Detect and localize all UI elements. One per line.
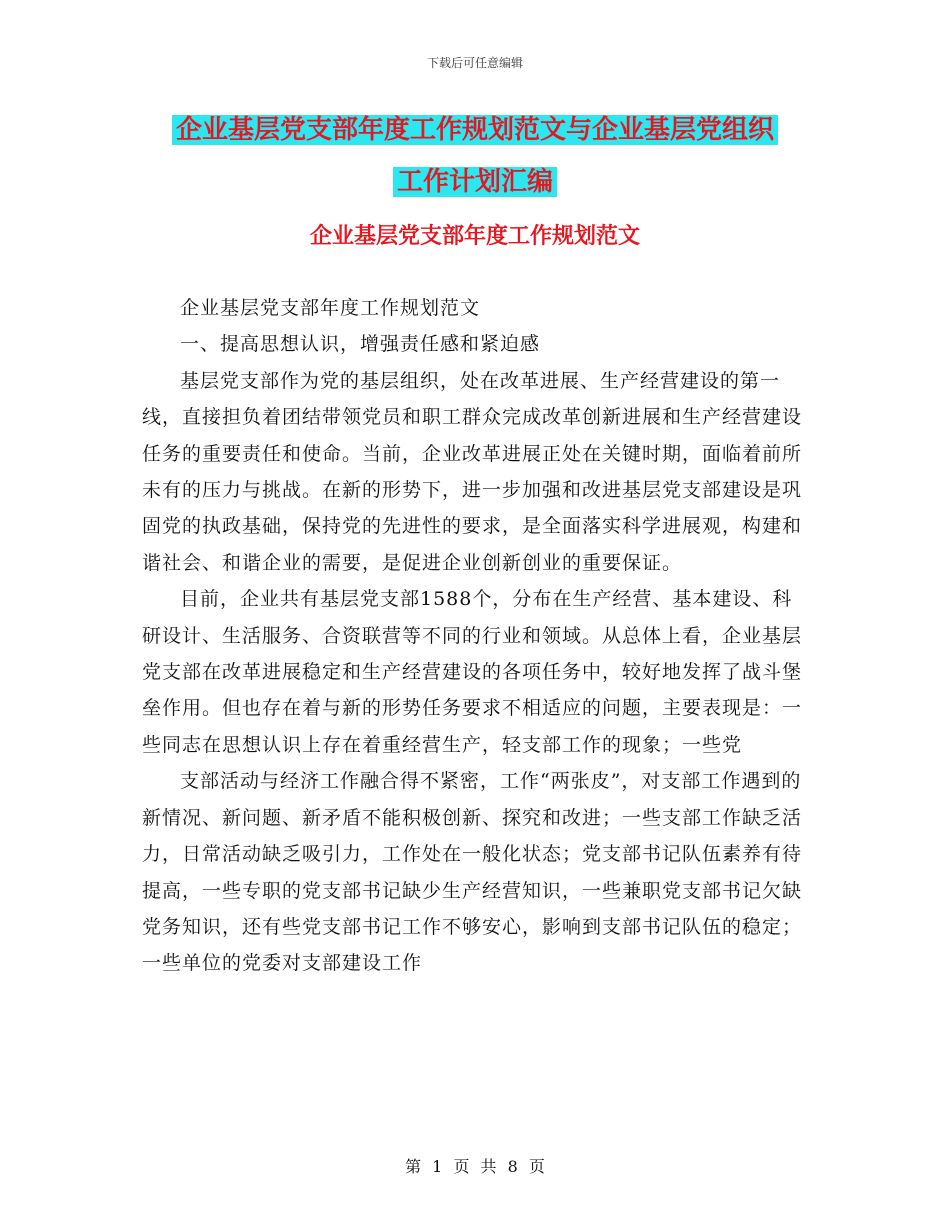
paragraph-heading: 一、提高思想认识，增强责任感和紧迫感 bbox=[180, 333, 541, 356]
section-title: 企业基层党支部年度工作规划范文 bbox=[309, 223, 640, 249]
paragraph: 目前，企业共有基层党支部1588个，分布在生产经营、基本建设、科研设计、生活服务、合资联营等不同的行业和领域。从总体上看，企业基层党支部在改革进展稳定和生产经营建设的各项任务中，较好地发挥了战斗堡垒作用。但也存在着与新的形势任务要求不相适应的问题，主要表现是：一些同志在思想认识上存在着重经营生产，轻支部工作的现象；一些党 bbox=[142, 588, 803, 756]
document-title-line-1: 企业基层党支部年度工作规划范文与企业基层党组织 bbox=[172, 115, 778, 145]
document-title-line-2: 工作计划汇编 bbox=[393, 167, 557, 197]
document-body bbox=[142, 290, 812, 982]
header-note: 下载后可任意编辑 bbox=[426, 56, 523, 70]
paragraph-subtitle: 企业基层党支部年度工作规划范文 bbox=[180, 297, 481, 319]
page-number: 第 1 页 共 8 页 bbox=[405, 1157, 545, 1176]
document-title bbox=[0, 104, 950, 208]
paragraph: 基层党支部作为党的基层组织，处在改革进展、生产经营建设的第一线，直接担负着团结带领党员和职工群众完成改革创新进展和生产经营建设任务的重要责任和使命。当前，企业改革进展正处在关键时期，面临着前所未有的压力与挑战。在新的形势下，进一步加强和改进基层党支部建设是巩固党的执政基础，保持党的先进性的要求，是全面落实科学进展观，构建和谐社会、和谐企业的需要，是促进企业创新创业的重要保证。 bbox=[142, 369, 803, 574]
paragraph: 支部活动与经济工作融合得不紧密，工作“两张皮”，对支部工作遇到的新情况、新问题、新矛盾不能积极创新、探究和改进；一些支部工作缺乏活力，日常活动缺乏吸引力，工作处在一般化状态；党支部书记队伍素养有待提高，一些专职的党支部书记缺少生产经营知识，一些兼职党支部书记欠缺党务知识，还有些党支部书记工作不够安心，影响到支部书记队伍的稳定；一些单位的党委对支部建设工作 bbox=[142, 770, 803, 975]
